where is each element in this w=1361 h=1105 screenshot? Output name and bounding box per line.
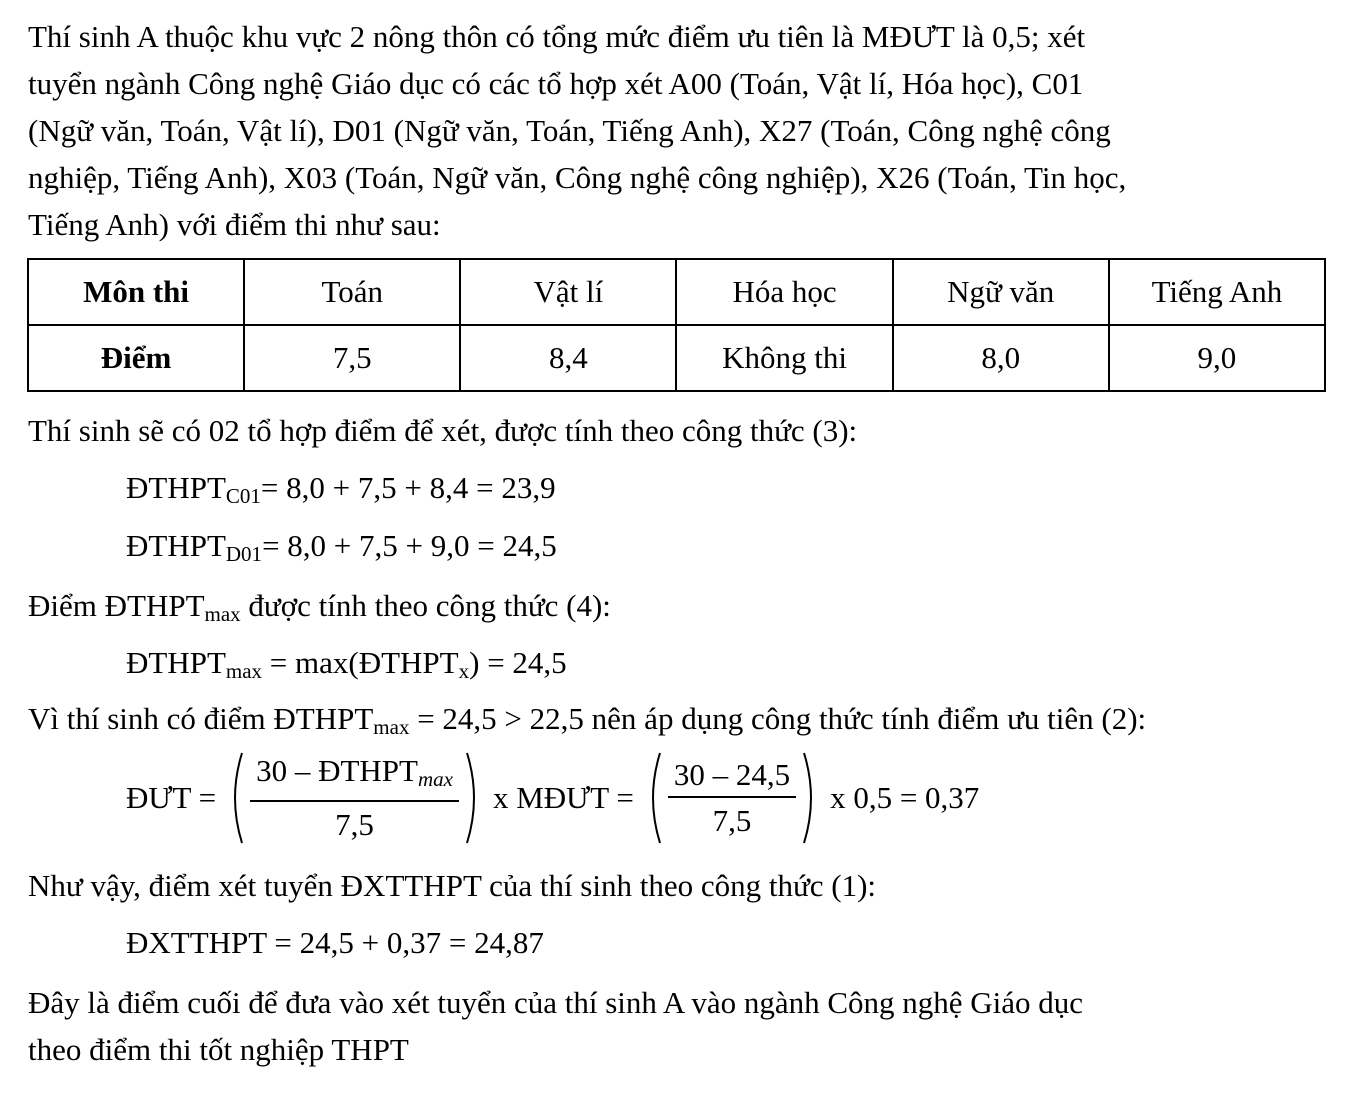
right-paren-icon <box>463 750 483 846</box>
condition-post: = 24,5 > 22,5 nên áp dụng công thức tính điểm ưu tiên (2): <box>409 701 1147 736</box>
max-intro-pre: Điểm ĐTHPT <box>28 588 205 623</box>
conclusion-line: Đây là điểm cuối để đưa vào xét tuyển của thí sinh A vào ngành Công nghệ Giáo dục <box>28 985 1084 1020</box>
table-header-cell: Hóa học <box>676 259 892 325</box>
max-intro-subscript: max <box>204 602 241 626</box>
formula-mid: x MĐƯT = <box>492 780 634 815</box>
table-cell: 8,4 <box>460 325 676 391</box>
formula-rhs: ) = 24,5 <box>469 645 567 680</box>
table-header-cell: Tiếng Anh <box>1109 259 1325 325</box>
conclusion-line: theo điểm thi tốt nghiệp THPT <box>28 1032 409 1067</box>
max-intro-post: được tính theo công thức (4): <box>240 588 611 623</box>
table-cell: 7,5 <box>244 325 460 391</box>
numerator-text: 30 – ĐTHPT <box>256 753 418 788</box>
formula-max <box>126 643 567 691</box>
fraction <box>668 758 796 838</box>
intro-paragraph <box>28 13 1328 248</box>
table-cell: 8,0 <box>893 325 1109 391</box>
formula-subscript: C01 <box>225 484 261 508</box>
formula-subscript: x <box>458 659 470 683</box>
formula-rhs: x 0,5 = 0,37 <box>830 780 980 815</box>
intro-line: Tiếng Anh) với điểm thi như sau: <box>28 207 441 242</box>
formula-lhs: ĐTHPT <box>126 470 226 505</box>
formula-lhs: ĐTHPT <box>126 645 226 680</box>
table-header-cell: Toán <box>244 259 460 325</box>
fraction <box>250 754 459 842</box>
combo-intro-text: Thí sinh sẽ có 02 tổ hợp điểm để xét, được tính theo công thức (3): <box>28 413 858 448</box>
left-paren-icon <box>644 750 664 846</box>
table-cell: Không thi <box>676 325 892 391</box>
fraction-numerator <box>250 754 459 802</box>
fraction-numerator: 30 – 24,5 <box>668 758 796 798</box>
intro-line: nghiệp, Tiếng Anh), X03 (Toán, Ngữ văn, Công nghệ công nghiệp), X26 (Toán, Tin học, <box>28 160 1127 195</box>
table-cell: 9,0 <box>1109 325 1325 391</box>
intro-line: Thí sinh A thuộc khu vực 2 nông thôn có tổng mức điểm ưu tiên là MĐƯT là 0,5; xét <box>28 19 1086 54</box>
left-paren-icon <box>226 750 246 846</box>
numerator-subscript: max <box>417 767 453 791</box>
formula-lhs: ĐƯT = <box>126 780 217 815</box>
result-intro-text: Như vậy, điểm xét tuyển ĐXTTHPT của thí sinh theo công thức (1): <box>28 868 877 903</box>
intro-line: tuyển ngành Công nghệ Giáo dục có các tổ hợp xét A00 (Toán, Vật lí, Hóa học), C01 <box>28 66 1084 101</box>
formula-d01 <box>126 526 557 574</box>
formula-c01 <box>126 468 556 516</box>
fraction-denominator: 7,5 <box>335 807 374 842</box>
formula-dut <box>126 748 979 848</box>
formula-rhs: = 8,0 + 7,5 + 8,4 = 23,9 <box>260 470 556 505</box>
table-header-cell: Vật lí <box>460 259 676 325</box>
formula-rhs: = 8,0 + 7,5 + 9,0 = 24,5 <box>262 528 557 563</box>
intro-line: (Ngữ văn, Toán, Vật lí), D01 (Ngữ văn, Toán, Tiếng Anh), X27 (Toán, Công nghệ công <box>28 113 1111 148</box>
formula-subscript: max <box>225 659 263 683</box>
formula-mid: = max(ĐTHPT <box>262 645 459 680</box>
condition-pre: Vì thí sinh có điểm ĐTHPT <box>28 701 374 736</box>
table-header-cell: Ngữ văn <box>893 259 1109 325</box>
table-row <box>28 325 1325 391</box>
score-table <box>27 258 1326 392</box>
max-intro-text <box>28 582 1328 638</box>
formula-final: ĐXTTHPT = 24,5 + 0,37 = 24,87 <box>126 925 544 960</box>
fraction-denominator: 7,5 <box>712 803 752 838</box>
right-paren-icon <box>800 750 820 846</box>
formula-lhs: ĐTHPT <box>126 528 226 563</box>
table-header-cell: Môn thi <box>28 259 244 325</box>
table-header-row <box>28 259 1325 325</box>
conclusion-paragraph <box>28 979 1328 1073</box>
condition-text <box>28 695 1328 751</box>
condition-subscript: max <box>373 715 410 739</box>
table-cell: Điểm <box>28 325 244 391</box>
formula-subscript: D01 <box>225 542 263 566</box>
